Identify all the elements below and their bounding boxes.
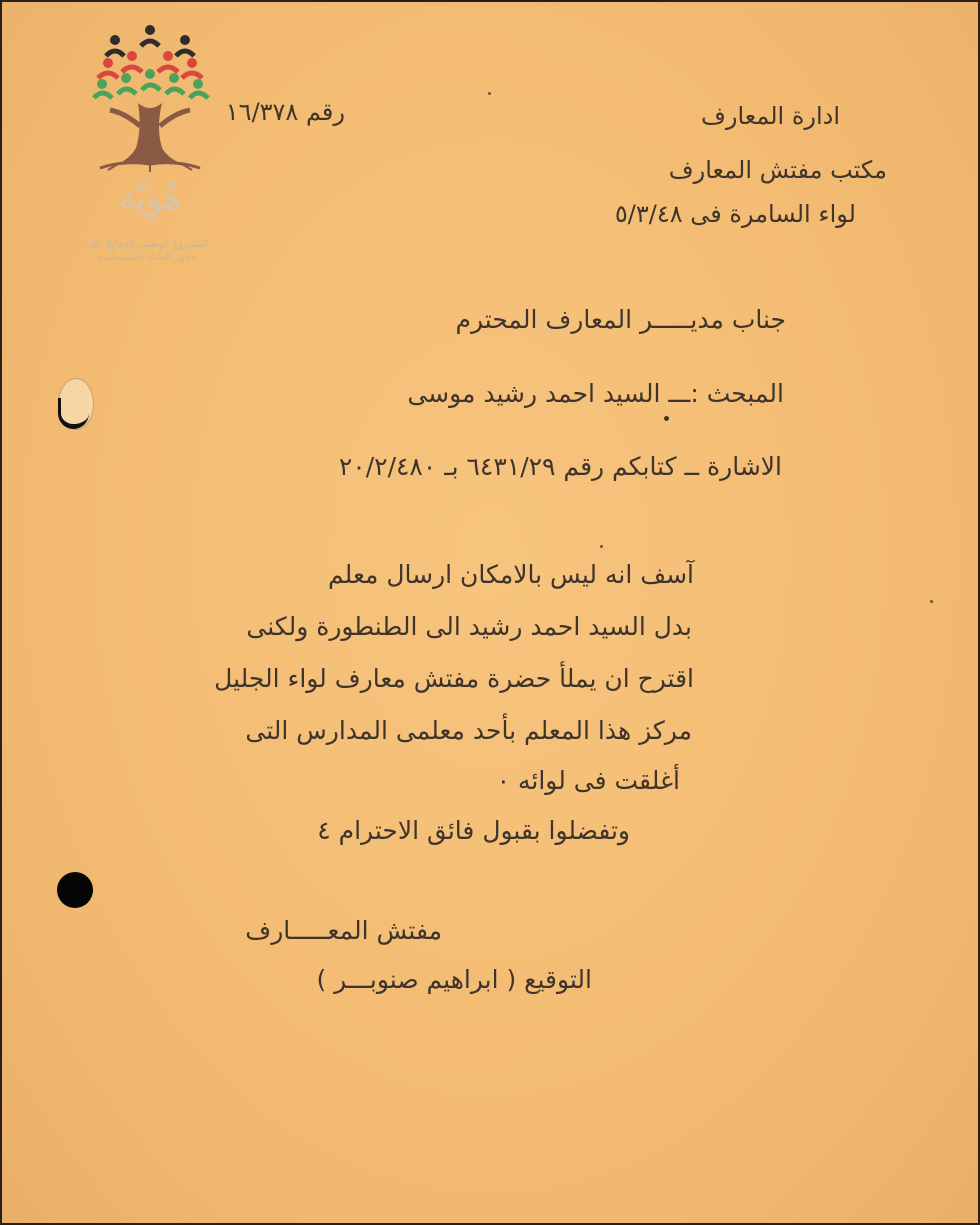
department-name: ادارة المعارف xyxy=(700,102,840,130)
addressee-line: جناب مديـــــر المعارف المحترم xyxy=(455,305,786,334)
paper-speck xyxy=(930,600,933,603)
punched-hole xyxy=(57,872,93,908)
body-line-4: مركز هذا المعلم بأحد معلمى المدارس التى xyxy=(245,716,692,745)
logo-wordmark: هُوِيَّة xyxy=(118,178,182,218)
ink-mark xyxy=(58,398,89,429)
heritage-tree-logo xyxy=(70,18,230,268)
people-icon-row xyxy=(94,25,208,98)
colon-dot xyxy=(664,416,669,421)
logo-tagline-line-2: جذور العائلة الفلسطينية xyxy=(97,252,197,263)
signature-title: مفتش المعـــــارف xyxy=(245,916,442,945)
subject-line: المبحث :ـــ السيد احمد رشيد موسى xyxy=(407,379,784,408)
body-line-5: أغلقت فى لوائه ٠ xyxy=(496,766,680,795)
office-name: مكتب مفتش المعارف xyxy=(668,156,887,184)
paper-speck xyxy=(600,545,603,548)
body-line-1: آسف انه ليس بالامكان ارسال معلم xyxy=(328,560,694,589)
paper-speck xyxy=(488,92,491,95)
tree-trunk-icon xyxy=(120,103,180,163)
signature-line: التوقيع ( ابراهيم صنوبـــر ) xyxy=(316,965,592,994)
reference-number: رقم ١٦/٣٧٨ xyxy=(225,98,345,126)
closing-line: وتفضلوا بقبول فائق الاحترام ٤ xyxy=(317,816,630,845)
body-line-3: اقترح ان يملأ حضرة مفتش معارف لواء الجليل xyxy=(214,664,694,693)
logo-tagline-line-1: المشروع الوطني للحفاظ على xyxy=(84,239,210,250)
reference-line: الاشارة ــ كتابكم رقم ٦٤٣١/٢٩ بـ ٢٠/٢/٤٨٠ xyxy=(338,452,782,481)
place-and-date: لواء السامرة فى ٥/٣/٤٨ xyxy=(614,200,856,228)
body-line-2: بدل السيد احمد رشيد الى الطنطورة ولكنى xyxy=(246,612,692,641)
logo-tagline xyxy=(72,238,222,264)
